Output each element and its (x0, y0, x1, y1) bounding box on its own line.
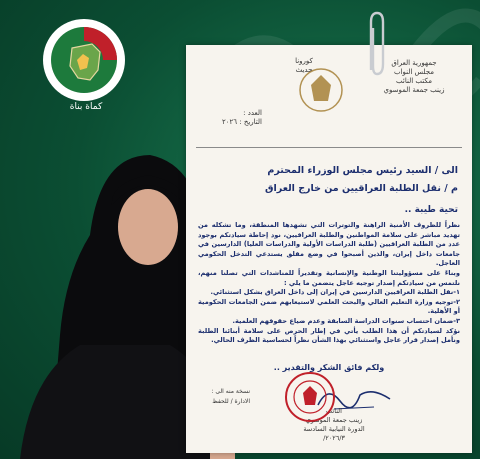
body-paragraph: ٣-ضمان احتساب سنوات الدراسة السابقة وعدم ضياع حقوقهم العلمية. (232, 316, 460, 325)
body-paragraph: نظراً للظروف الأمنية الراهنة والتوترات التي تشهدها المنطقة، وما تشكله من تهديد مباشر على سلامة المواطنين والطلبة العراقيين، نود إحاطة سيادتكم بوجود عدد من الطلبة العراقيين (طلبة الدراسات الأولية والدراسات العليا) الدارسين في جامعات داخل إيران، والذين أصبحوا في وضع مقلق يستدعي التدخل الحكومي العاجل. (198, 221, 460, 268)
reference-number: العدد : (243, 109, 262, 117)
header-line: كورونا (295, 57, 313, 65)
signature-line: النائب (326, 407, 342, 415)
cc-line: نسخة منه الى : (211, 388, 250, 395)
header-line: مجلس النواب (393, 68, 435, 76)
cc-block (198, 387, 250, 407)
body-paragraph: وبناءً على مسؤوليتنا الوطنية والإنسانية وتقديراً للمناشدات التي تصلنا منهم، نلتمس من سيادتكم إصدار توجيه عاجل يتضمن ما يلي : (198, 268, 460, 287)
subject-line: م / نقل الطلبة العراقيين من خارج العراق (265, 183, 458, 194)
signature-line: الدورة النيابية السادسة (303, 425, 365, 433)
body-paragraph: ٢-توجيه وزارة التعليم العالي والبحث العلمي لاستيعابهم ضمن الجامعات الحكومية أو الأهلية. (198, 297, 460, 316)
official-seal-stamp (284, 371, 336, 423)
letter-header-left (264, 57, 344, 75)
letter-body (198, 221, 460, 346)
cc-line: الادارة / للحفظ (212, 398, 250, 405)
greeting: تحية طيبة .. (404, 205, 458, 215)
closing-line: ولكم فائق الشكر والتقدير .. (273, 363, 385, 372)
header-line: مكتب النائب (396, 77, 432, 85)
body-paragraph: ١-نقل الطلبة العراقيين الدارسين في إيران إلى داخل العراق بشكل استثنائي. (210, 288, 460, 297)
addressee-line: الى / السيد رئيس مجلس الوزراء المحترم (267, 165, 458, 176)
reference-date: التاريخ : ٢٠٢٦ (221, 118, 262, 126)
header-line: حديث (295, 66, 313, 74)
header-line: جمهورية العراق (391, 59, 437, 67)
signature-line: زينب جمعة الموسوي (305, 416, 363, 424)
body-paragraph: نؤكد لسيادتكم أن هذا الطلب يأتي في إطار الحرص على سلامة أبنائنا الطلبة ونأمل إصدار قرار عاجل واستثنائي بهذا الشأن نظراً لحساسية الظرف الحالي. (198, 326, 460, 345)
paperclip-icon (365, 10, 389, 80)
header-line: زينب جمعة الموسوي (383, 86, 445, 94)
movement-logo-icon (42, 18, 126, 102)
logo-caption: كماة بناة (69, 102, 103, 112)
official-letter (186, 45, 472, 453)
signature-line: ٢٠٢٦/٣/ (323, 434, 345, 442)
reference-block (202, 109, 262, 127)
header-divider (196, 147, 462, 148)
